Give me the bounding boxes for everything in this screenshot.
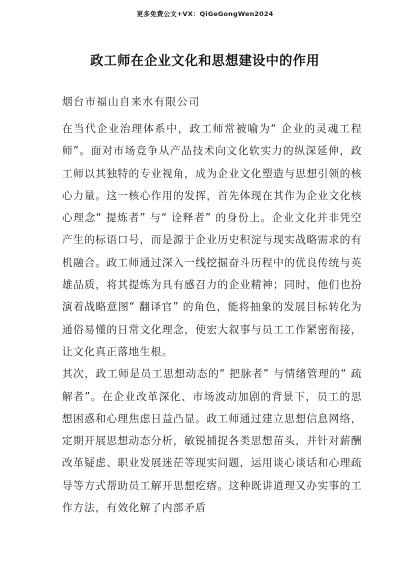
organization-name: 烟台市福山自来水有限公司	[62, 96, 200, 108]
paragraph-2: 其次，政工师是员工思想动态的“ 把脉者” 与情绪管理的“ 疏解者”。在企业改革深化、市场波动加剧的背景下，员工的思想困惑和心理焦虑日益凸显。政工师通过建立思想信息网络，定期开展思想动态分析，敏锐捕捉各类思想苗头，并针对薪酬改革疑虑、职业发展迷茫等现实问题，运用谈心谈话和心理疏导等方式帮助员工解开思想疙瘩。这种既讲道理又办实事的工作方法，有效化解了内部矛盾	[62, 368, 362, 515]
paragraph-1: 在当代企业治理体系中，政工师常被喻为“ 企业的灵魂工程师”。面对市场竞争从产品技术向文化软实力的纵深延伸，政工师以其独特的专业视角，成为企业文化塑造与思想引领的核心力量。这一核心作用的发挥，首先体现在其作为企业文化核心理念“ 提炼者” 与“ 诠释者” 的身份上。企业文化并非凭空产生的标语口号，而是源于企业历史积淀与现实战略需求的有机融合。政工师通过深入一线挖掘奋斗历程中的优良传统与英雄品质，将其提炼为具有感召力的企业精神；同时，他们也扮演着战略意图“ 翻译官” 的角色，能将抽象的发展目标转化为通俗易懂的日常文化理念，使宏大叙事与员工工作紧密衔接，让文化真正落地生根。	[62, 123, 362, 358]
document-body	[62, 118, 362, 519]
header-note: 更多免费公文+VX：QiGeGongWen2024	[136, 10, 274, 18]
document-title: 政工师在企业文化和思想建设中的作用	[90, 54, 320, 69]
